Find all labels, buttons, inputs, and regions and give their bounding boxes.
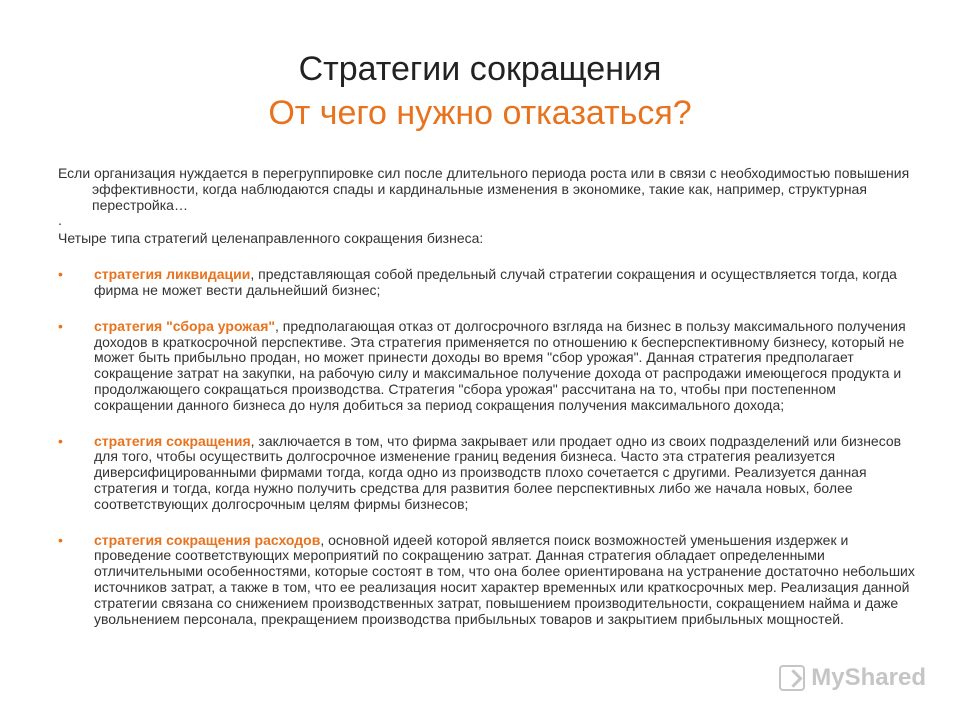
strategy-term: стратегия сокращения xyxy=(94,432,251,449)
separator-dot: . xyxy=(58,212,62,229)
slide-content xyxy=(58,166,918,647)
types-heading: Четыре типа стратегий целенаправленного сокращения бизнеса: xyxy=(58,230,484,247)
strategy-term: стратегия ликвидации xyxy=(94,266,251,283)
slide-title: Стратегии сокращения xyxy=(298,50,662,88)
strategy-description: , основной идеей которой является поиск возможностей уменьшения издержек и проведение соответствующих мероприятий по сокращению затрат. Данная стратегия обладает определенными отличительными особенностями, которые состоят в том, что она более ориентирована на устранение достаточно небольших источников затрат, а также в том, что ее реализация носит характер временных или краткосрочных мер. Реализация данной стратегии связана со снижением производственных затрат, повышением производительности, сокращением найма и даже увольнением персонала, прекращением производства прибыльных товаров и закрытием прибыльных мощностей. xyxy=(94,531,915,627)
list-item xyxy=(58,319,918,414)
bullet-icon: • xyxy=(58,317,63,334)
watermark-text: MyShared xyxy=(811,664,926,691)
strategy-term: стратегия сокращения расходов xyxy=(94,531,321,548)
bullet-icon: • xyxy=(58,432,63,449)
list-item xyxy=(58,267,918,299)
strategy-description: , заключается в том, что фирма закрывает или продает одно из своих подразделений или бизнесов для того, чтобы осуществить долгосрочное изменение границ ведения бизнеса. Часто эта стратегия реализуется диверсифицированными фирмами тогда, когда одно из производств плохо сочетается с другими. Реализуется данная стратегия и тогда, когда нужно получить средства для развития более перспективных либо же начала новых, более соответствующих долгосрочным целям фирмы бизнесов; xyxy=(94,432,902,512)
watermark xyxy=(779,664,926,692)
strategy-list xyxy=(58,267,918,627)
bullet-icon: • xyxy=(58,531,63,548)
intro-paragraph: Если организация нуждается в перегруппировке сил после длительного периода роста или в связи с необходимостью повышения эффективности, когда наблюдаются спады и кардинальные изменения в экономике, такие как, например, структурная перестройка… xyxy=(58,165,910,213)
slide-subtitle: От чего нужно отказаться? xyxy=(268,94,692,132)
bullet-icon: • xyxy=(58,266,63,283)
strategy-description: , предполагающая отказ от долгосрочного взгляда на бизнес в пользу максимального получения доходов в краткосрочной перспективе. Эта стратегия применяется по отношению к бесперспективному бизнесу, который не может быть прибыльно продан, но может принести доходы во время "сбор урожая". Данная стратегия предполагает сокращение затрат на закупки, на рабочую силу и максимальное получение дохода от распродажи имеющегося продукта и продолжающего сокращаться производства. Стратегия "сбора урожая" рассчитана на то, чтобы при постепенном сокращении данного бизнеса до нуля добиться за период сокращения получения максимального дохода; xyxy=(94,317,906,413)
strategy-term: стратегия "сбора урожая" xyxy=(94,317,275,334)
list-item xyxy=(58,533,918,628)
list-item xyxy=(58,434,918,513)
myshared-logo-icon xyxy=(779,665,805,691)
strategy-description: , представляющая собой предельный случай стратегии сокращения и осуществляется тогда, когда фирма не может вести дальнейший бизнес; xyxy=(94,266,897,298)
